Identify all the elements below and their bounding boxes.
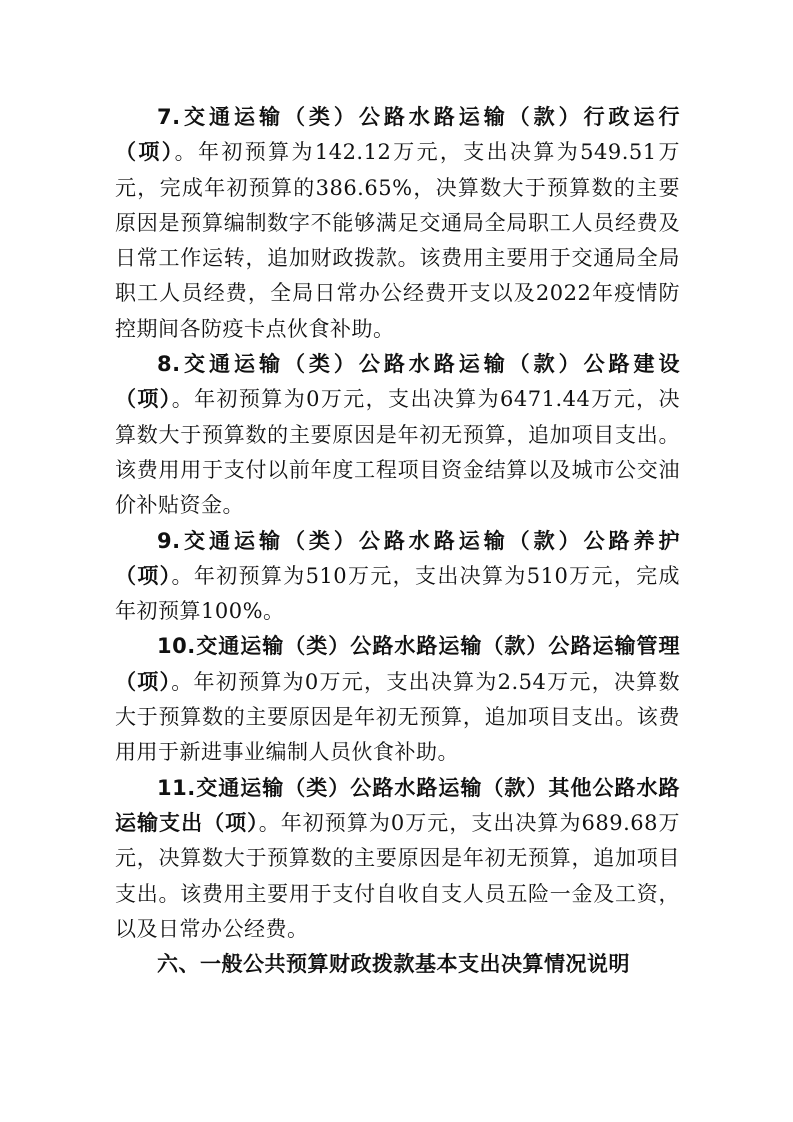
item-body: 。年初预算为0万元，支出决算为2.54万元，决算数大于预算数的主要原因是年初无预算，追加项目支出。该费用用于新进事业编制人员伙食补助。: [115, 669, 680, 765]
item-heading: 11.交通运输（类）公路水路运输（款）其他公路水路运输支出（项）: [115, 775, 680, 835]
paragraph-item-10: [115, 629, 680, 770]
paragraph-item-8: [115, 347, 680, 523]
item-body: 。年初预算为142.12万元，支出决算为549.51万元，完成年初预算的386.65%，决算数大于预算数的主要原因是预算编制数字不能够满足交通局全局职工人员经费及日常工作运转，追加财政拨款。该费用主要用于交通局全局职工人员经费，全局日常办公经费开支以及2022年疫情防控期间各防疫卡点伙食补助。: [115, 140, 681, 341]
paragraph-item-9: [115, 524, 680, 630]
item-heading: 9.交通运输（类）公路水路运输（款）公路养护（项）: [115, 528, 680, 588]
paragraph-item-7: [115, 100, 680, 347]
paragraph-item-11: [115, 771, 680, 947]
section-heading: 六、一般公共预算财政拨款基本支出决算情况说明: [157, 952, 630, 977]
item-heading: 10.交通运输（类）公路水路运输（款）公路运输管理（项）: [115, 634, 680, 694]
item-body: 。年初预算为0万元，支出决算为689.68万元，决算数大于预算数的主要原因是年初无预算，追加项目支出。该费用主要用于支付自收自支人员五险一金及工资，以及日常办公经费。: [115, 810, 680, 941]
item-body: 。年初预算为0万元，支出决算为6471.44万元，决算数大于预算数的主要原因是年初无预算，追加项目支出。该费用用于支付以前年度工程项目资金结算以及城市公交油价补贴资金。: [115, 387, 680, 518]
item-heading: 7.交通运输（类）公路水路运输（款）行政运行（项）: [115, 105, 680, 165]
document-page: [115, 100, 680, 982]
item-body: 。年初预算为510万元，支出决算为510万元，完成年初预算100%。: [115, 563, 681, 624]
item-heading: 8.交通运输（类）公路水路运输（款）公路建设（项）: [115, 352, 680, 412]
